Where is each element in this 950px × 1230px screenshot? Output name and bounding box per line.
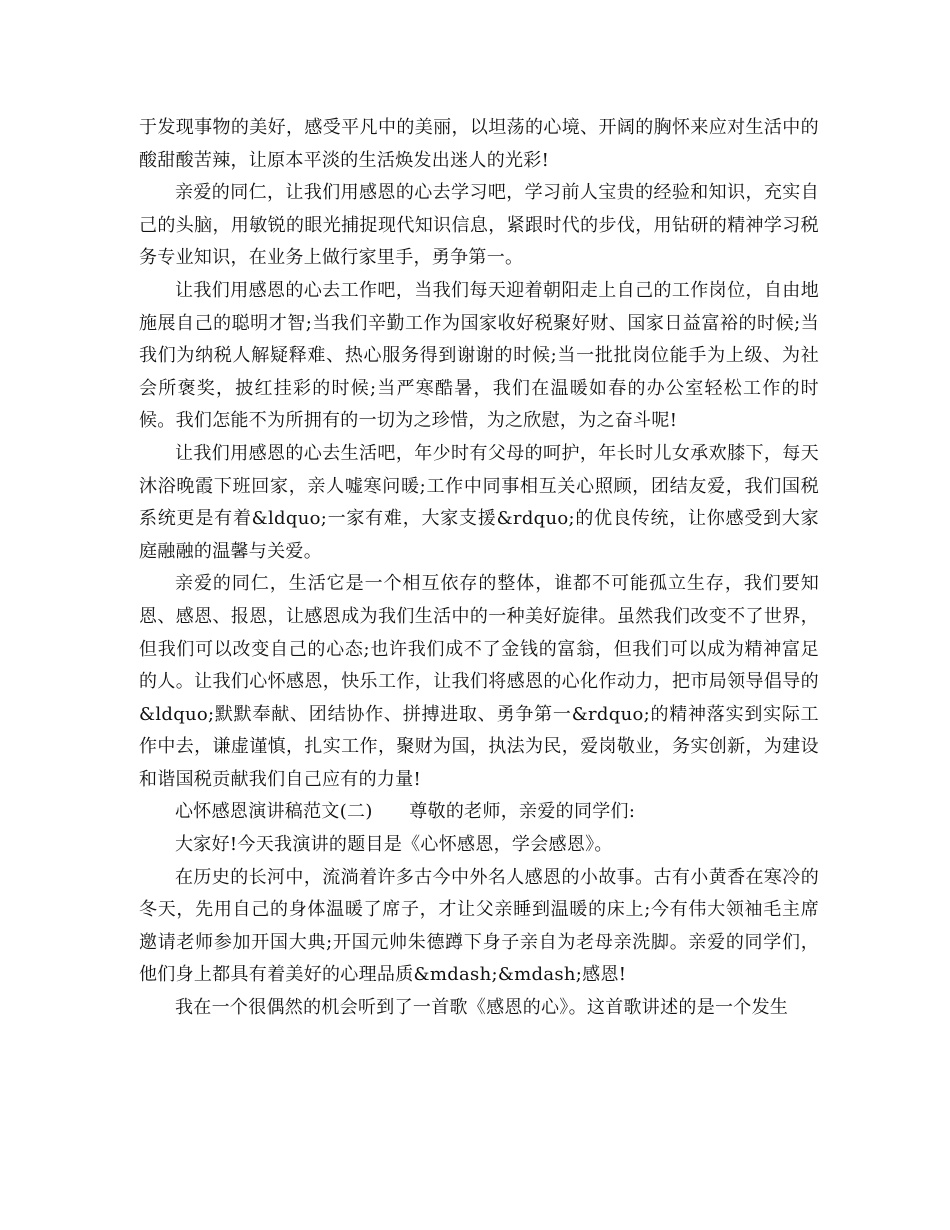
paragraph-6: 大家好!今天我演讲的题目是《心怀感恩，学会感恩》。 — [175, 834, 613, 856]
paragraph-1: 于发现事物的美好，感受平凡中的美丽，以坦荡的心境、开阔的胸怀来应对生活中的酸甜酸苦辣，让原本平淡的生活焕发出迷人的光彩! — [139, 117, 819, 171]
paragraph-4: 让我们用感恩的心去生活吧，年少时有父母的呵护，年长时儿女承欢膝下，每天沐浴晚霞下班回家，亲人嘘寒问暖;工作中同事相互关心照顾，团结友爱，我们国税系统更是有着&ldquo;一家有难，大家支援&rdquo;的优良传统，让你感受到大家庭融融的温馨与关爱。 — [139, 442, 819, 562]
paragraph-3: 让我们用感恩的心去工作吧，当我们每天迎着朝阳走上自己的工作岗位，自由地施展自己的聪明才智;当我们辛勤工作为国家收好税聚好财、国家日益富裕的时候;当我们为纳税人解疑释难、热心服务得到谢谢的时候;当一批批岗位能手为上级、为社会所褒奖，披红挂彩的时候;当严寒酷暑，我们在温暖如春的办公室轻松工作的时候。我们怎能不为所拥有的一切为之珍惜，为之欣慰，为之奋斗呢! — [139, 279, 819, 432]
paragraph-8: 我在一个很偶然的机会听到了一首歌《感恩的心》。这首歌讲述的是一个发生 — [175, 997, 789, 1019]
paragraph-7: 在历史的长河中，流淌着许多古今中外名人感恩的小故事。古有小黄香在寒冷的冬天，先用自己的身体温暖了席子，才让父亲睡到温暖的床上;今有伟大领袖毛主席邀请老师参加开国大典;开国元帅朱德蹲下身子亲自为老母亲洗脚。亲爱的同学们，他们身上都具有着美好的心理品质&mdash;&mdash;感恩! — [139, 866, 819, 986]
paragraph-5: 亲爱的同仁，生活它是一个相互依存的整体，谁都不可能孤立生存，我们要知恩、感恩、报恩，让感恩成为我们生活中的一种美好旋律。虽然我们改变不了世界，但我们可以改变自己的心态;也许我们成不了金钱的富翁，但我们可以成为精神富足的人。让我们心怀感恩，快乐工作，让我们将感恩的心化作动力，把市局领导倡导的&ldquo;默默奉献、团结协作、拼搏进取、勇争第一&rdquo;的精神落实到实际工作中去，谦虚谨慎，扎实工作，聚财为国，执法为民，爱岗敬业，务实创新，为建设和谐国税贡献我们自己应有的力量! — [139, 573, 819, 790]
document-body — [139, 112, 819, 1025]
paragraph-2: 亲爱的同仁，让我们用感恩的心去学习吧，学习前人宝贵的经验和知识，充实自己的头脑，用敏锐的眼光捕捉现代知识信息，紧跟时代的步伐，用钻研的精神学习税务专业知识，在业务上做行家里手，勇争第一。 — [139, 182, 819, 269]
section-heading: 心怀感恩演讲稿范文(二) 尊敬的老师，亲爱的同学们: — [175, 801, 636, 823]
